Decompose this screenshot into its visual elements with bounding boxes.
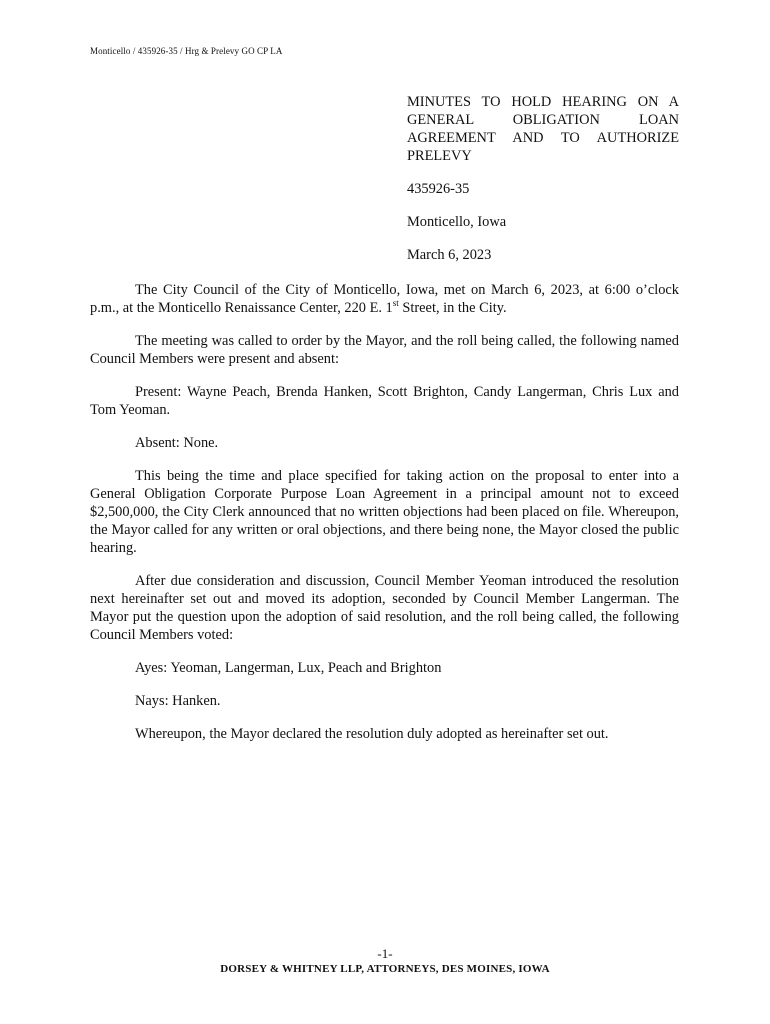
document-title: MINUTES TO HOLD HEARING ON A GENERAL OBLIGATION LOAN AGREEMENT AND TO AUTHORIZE PRELEVY bbox=[407, 94, 679, 164]
paragraph-absent-members: Absent: None. bbox=[135, 435, 219, 451]
paragraph-present-members: Present: Wayne Peach, Brenda Hanken, Scott Brighton, Candy Langerman, Chris Lux and Tom Yeoman. bbox=[90, 384, 679, 418]
meeting-date: March 6, 2023 bbox=[407, 247, 492, 263]
paragraph-call-to-order: The meeting was called to order by the Mayor, and the roll being called, the following named Council Members were present and absent: bbox=[90, 333, 679, 367]
firm-footer: DORSEY & WHITNEY LLP, ATTORNEYS, DES MOINES, IOWA bbox=[220, 963, 550, 975]
paragraph-nays: Nays: Hanken. bbox=[135, 693, 221, 709]
title-block bbox=[407, 93, 679, 264]
ordinal-suffix: st bbox=[392, 298, 399, 309]
paragraph-public-hearing: This being the time and place specified for taking action on the proposal to enter into a General Obligation Corporate Purpose Loan Agreement in a principal amount not to exceed $2,500,000, the City Clerk announced that no written objections had been placed on file. Whereupon, the Mayor called for any written or oral objections, and there being none, the Mayor closed the public hearing. bbox=[90, 468, 679, 556]
meeting-location: Monticello, Iowa bbox=[407, 214, 507, 230]
file-number: 435926-35 bbox=[407, 181, 470, 197]
page-number: -1- bbox=[377, 946, 393, 961]
paragraph-resolution-motion: After due consideration and discussion, Council Member Yeoman introduced the resolution next hereinafter set out and moved its adoption, seconded by Council Member Langerman. The Mayor put the question upon the adoption of said resolution, and the roll being called, the following Council Members voted: bbox=[90, 573, 679, 643]
minutes-body bbox=[90, 281, 679, 758]
document-reference: Monticello / 435926-35 / Hrg & Prelevy GO CP LA bbox=[90, 46, 283, 56]
paragraph-meeting-details: The City Council of the City of Monticello, Iowa, met on March 6, 2023, at 6:00 o’clock p.m., at the Monticello Renaissance Center, 220 E. 1st Street, in the City. bbox=[90, 282, 679, 316]
paragraph-ayes: Ayes: Yeoman, Langerman, Lux, Peach and Brighton bbox=[135, 660, 442, 676]
paragraph-adoption: Whereupon, the Mayor declared the resolution duly adopted as hereinafter set out. bbox=[135, 726, 609, 742]
